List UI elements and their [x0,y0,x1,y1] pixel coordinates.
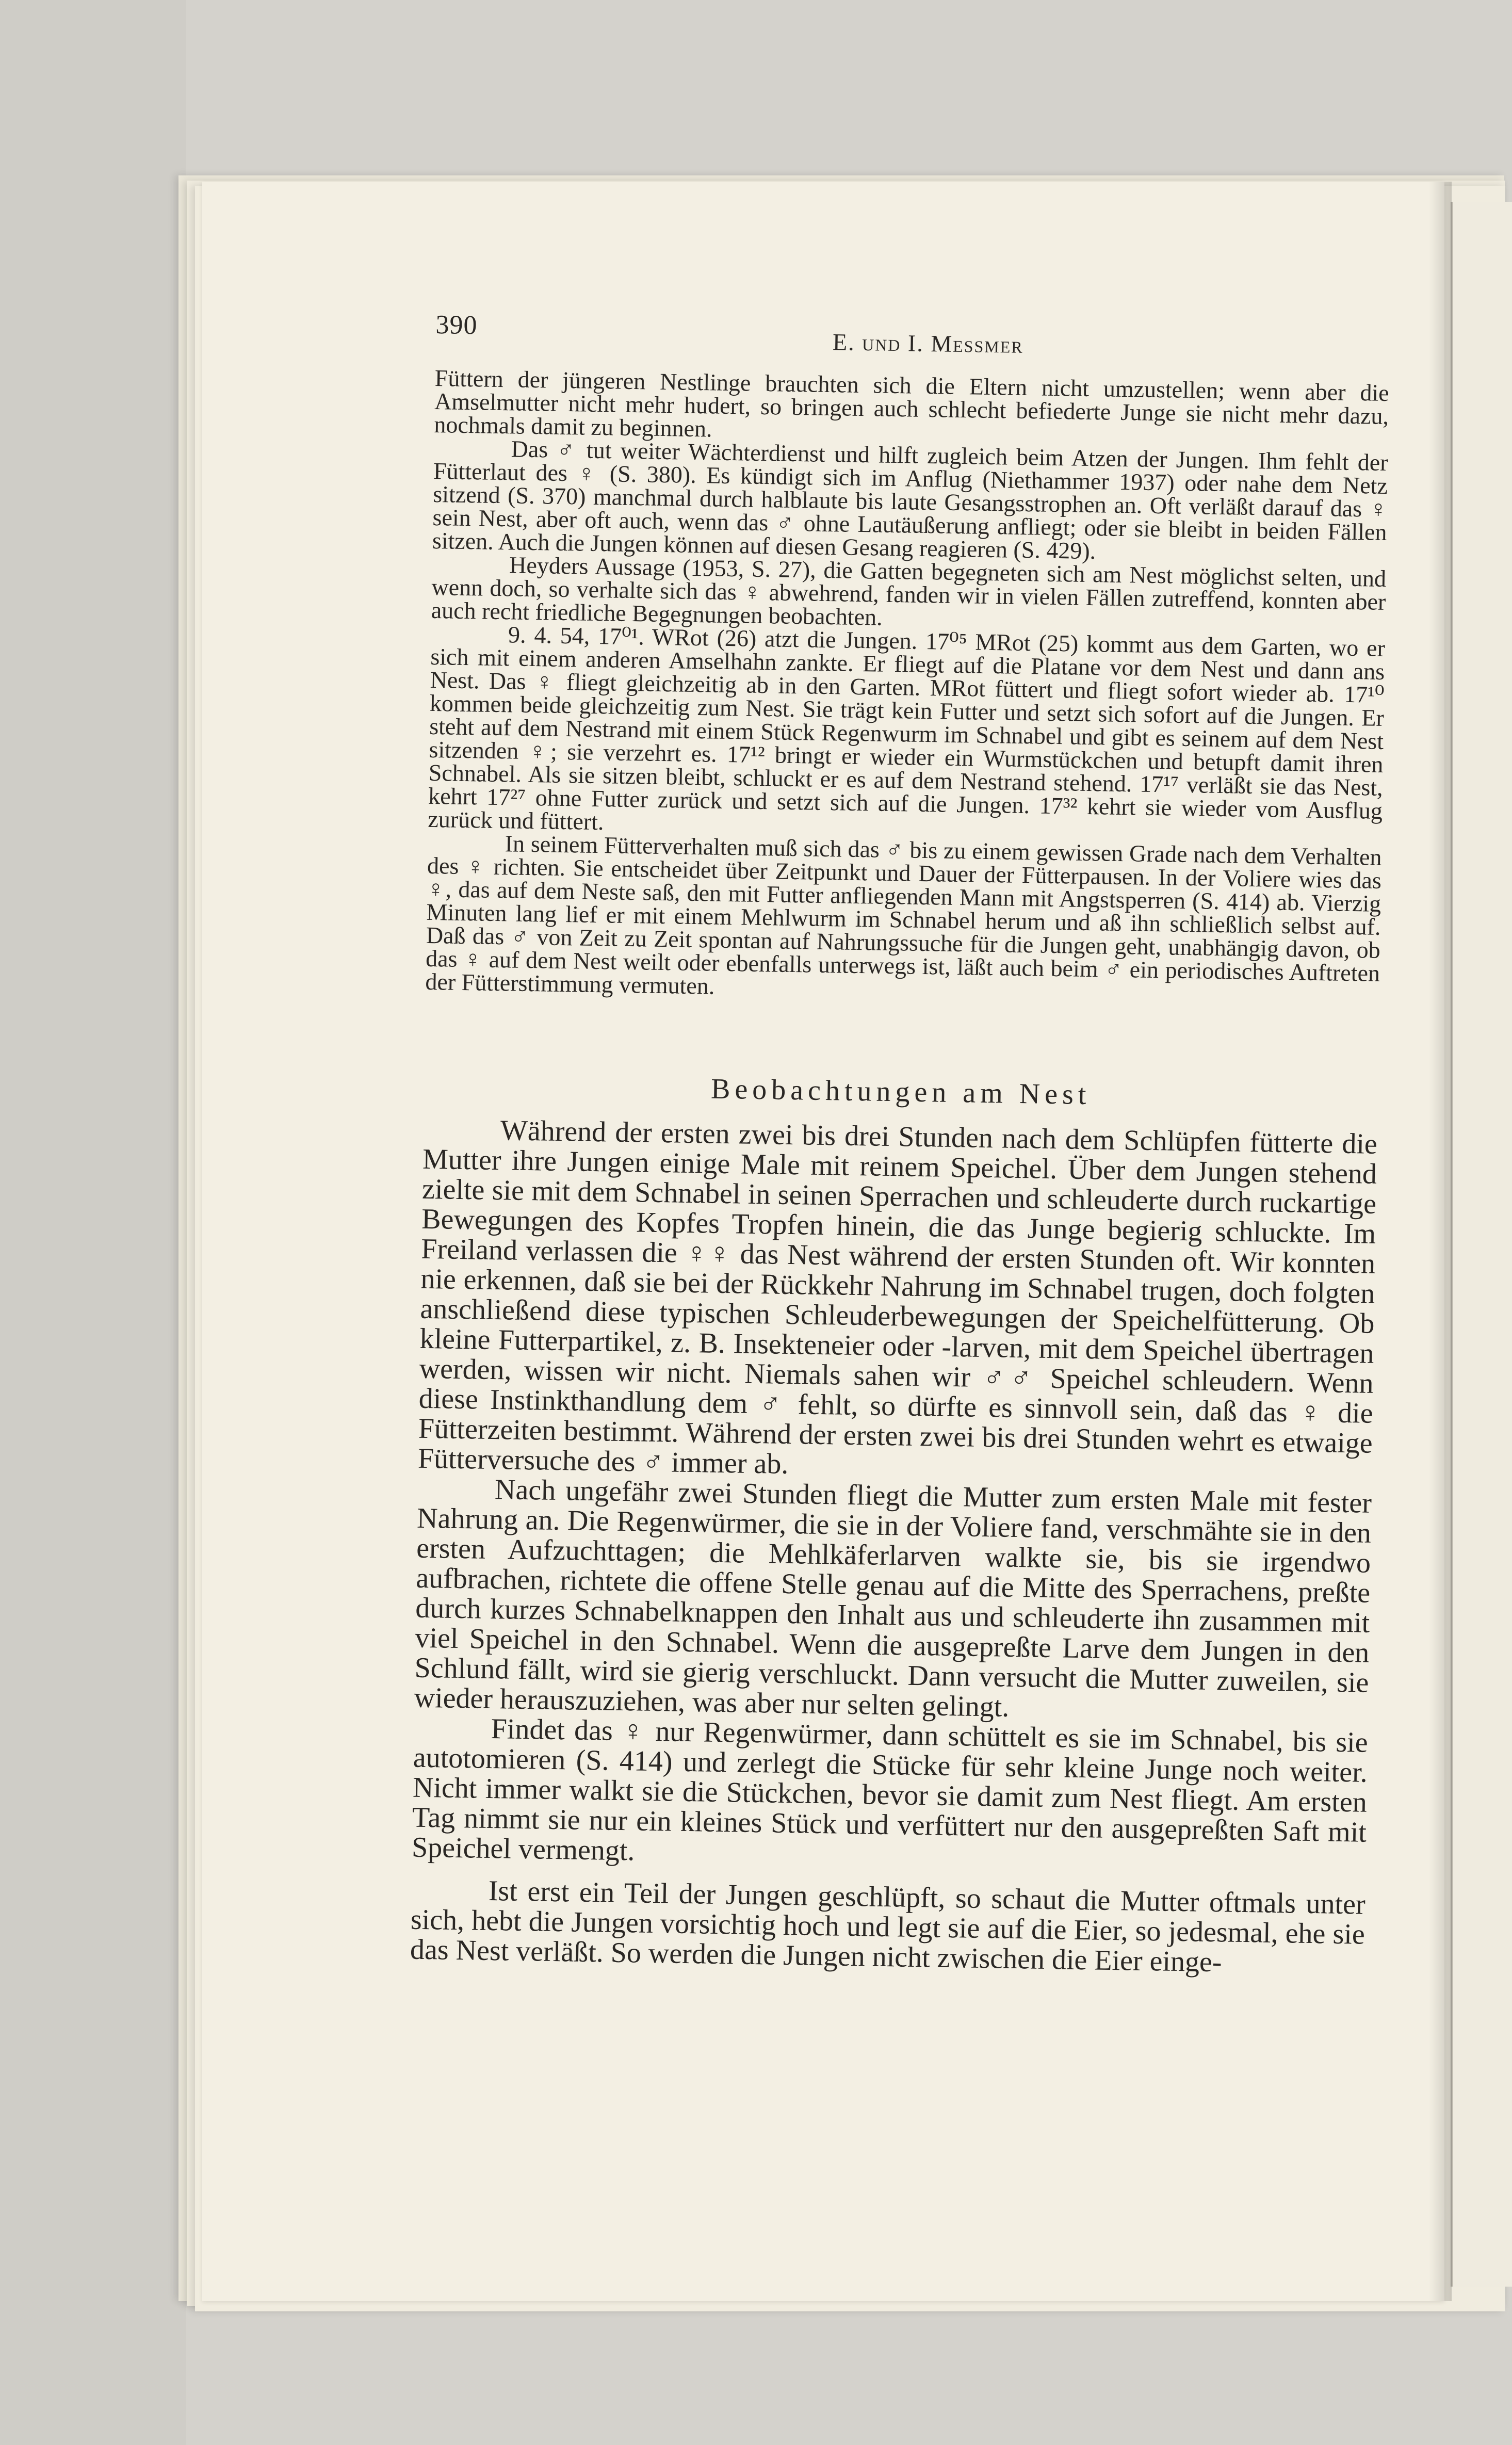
paragraph: In seinem Fütterverhalten muß sich das ♂ bis zu einem gewissen Grade nach dem Verhalten des ♀ richten. Sie entscheidet über Zeitpunkt und Dauer der Fütterpausen. In der Voliere wies das ♀, das auf dem Neste saß, den mit Futter anfliegenden Mann mit Angstsperren (S. 414) ab. Vierzig Minuten lang lief er mit einem Mehlwurm im Schnabel herum und aß ihn schließlich selbst auf. Daß das ♂ von Zeit zu Zeit spontan auf Nahrungssuche für die Jungen geht, unabhängig davon, ob das ♀ auf dem Nest weilt oder ebenfalls unterwegs ist, läßt auch beim ♂ ein periodisches Auftreten der Fütterstimmung vermuten. [425,830,1382,999]
paragraph: Ist erst ein Teil der Jungen geschlüpft, so schaut die Mutter oftmals unter sich, hebt die Jungen vorsichtig hoch und legt sie auf die Eier, so jedesmal, ehe sie das Nest verläßt. So werden die Jungen nicht zwischen die Eier einge- [410,1874,1366,1979]
paragraph: Füttern der jüngeren Nestlinge brauchten sich die Eltern nicht umzustellen; wenn aber die Amselmutter nicht mehr hudert, so bringen auch schlecht befiederte Junge sie nicht mehr dazu, nochmals damit zu beginnen. [434,364,1390,442]
paragraph: Das ♂ tut weiter Wächterdienst und hilft zugleich beim Atzen der Jungen. Ihm fehlt der Fütterlaut des ♀ (S. 380). Es kündigt sich im Anflug (Niethammer 1937) oder nahe dem Netz sitzend (S. 370) manchmal durch halblaute bis laute Gesangsstrophen an. Oft verläßt darauf das ♀ sein Nest, aber oft auch, wenn das ♂ ohne Lautäußerung anfliegt; oder sie bleibt in beiden Fällen sitzen. Auch die Jungen können auf diesen Gesang reagieren (S. 429). [432,435,1388,564]
paragraph: Während der ersten zwei bis drei Stunden nach dem Schlüpfen fütterte die Mutter ihre Jungen einige Male mit reinem Speichel. Über dem Jungen stehend zielte sie mit dem Schnabel in seinen Sperrachen und schleuderte durch ruckartige Bewegungen des Kopfes Tropfen hinein, die das Junge begierig schluckte. Im Freiland verlassen die ♀♀ das Nest während der ersten Stunden oft. Wir konnten nie erkennen, daß sie bei der Rückkehr Nahrung im Schnabel trugen, doch folgten anschließend diese typischen Schleuderbewegungen der Speichelfütterung. Ob kleine Futterpartikel, z. B. Insekteneier oder -larven, mit dem Speichel übertragen werden, wissen wir nicht. Niemals sahen wir ♂♂ Speichel schleudern. Wenn diese Instinkthandlung dem ♂ fehlt, so dürfte es sinnvoll sein, daß das ♀ die Fütterzeiten bestimmt. Während der ersten zwei bis drei Stunden wehrt es etwaige Fütterversuche des ♂ immer ab. [417,1114,1378,1481]
main-text-section [410,1114,1378,1980]
small-print-section [425,366,1389,1008]
spine-shadow [1429,182,1452,2301]
facing-page-edge [1451,202,1512,2287]
section-heading: Beobachtungen am Nest [710,1073,1091,1111]
paragraph: Findet das ♀ nur Regenwürmer, dann schüttelt es sie im Schnabel, bis sie autotomieren (S. 414) und zerlegt die Stücke für sehr kleine Junge noch weiter. Nicht immer walkt sie die Stückchen, bevor sie damit zum Nest fliegt. Am ersten Tag nimmt sie nur ein kleines Stück und verfüttert nur den ausgepreßten Saft mit Speichel vermengt. [411,1713,1369,1867]
running-head: E. und I. Messmer [832,329,1024,358]
page-number: 390 [435,310,478,341]
background-left [0,0,186,2445]
paragraph: Nach ungefähr zwei Stunden fliegt die Mutter zum ersten Male mit fester Nahrung an. Die Regenwürmer, die sie in der Voliere fand, verschmähte sie in den ersten Aufzuchttagen; die Mehlkäferlarven walkte sie, bis sie irgendwo aufbrachen, richtete die offene Stelle genau auf die Mitte des Sperrachens, preßte durch kurzes Schnabelknappen den Inhalt aus und schleuderte ihn zusammen mit viel Speichel in den Schnabel. Wenn die ausgepreßte Larve dem Jungen in den Schlund fällt, wird sie gierig verschluckt. Dann versucht die Mutter zuweilen, sie wieder herauszuziehen, was aber nur selten gelingt. [414,1474,1372,1723]
paragraph: 9. 4. 54, 17⁰¹. WRot (26) atzt die Jungen. 17⁰⁵ MRot (25) kommt aus dem Garten, wo er sich mit einem anderen Amselhahn zankte. Er fliegt auf die Platane vor dem Nest und dann ans Nest. Das ♀ fliegt gleichzeitig ab in den Garten. MRot füttert und fliegt sofort wieder ab. 17¹⁰ kommen beide gleichzeitig zum Nest. Sie trägt kein Futter und setzt sich sofort auf die Jungen. Er steht auf dem Nestrand mit einem Stück Regenwurm im Schnabel und gibt es seinem auf dem Nest sitzenden ♀; sie verzehrt es. 17¹² bringt er wieder ein Wurmstückchen und betupft damit ihren Schnabel. Als sie sitzen bleibt, schluckt er es auf dem Nestrand stehend. 17¹⁷ verläßt sie das Nest, kehrt 17²⁷ ohne Futter zurück und setzt sich auf die Jungen. 17³² kehrt sie wieder vom Ausflug zurück und füttert. [428,621,1386,835]
paragraph: Heyders Aussage (1953, S. 27), die Gatten begegneten sich am Nest möglichst selten, und wenn doch, so verhalte sich das ♀ abwehrend, fanden wir in vielen Fällen zutreffend, konnten aber auch recht friedliche Begegnungen beobachten. [431,552,1387,630]
